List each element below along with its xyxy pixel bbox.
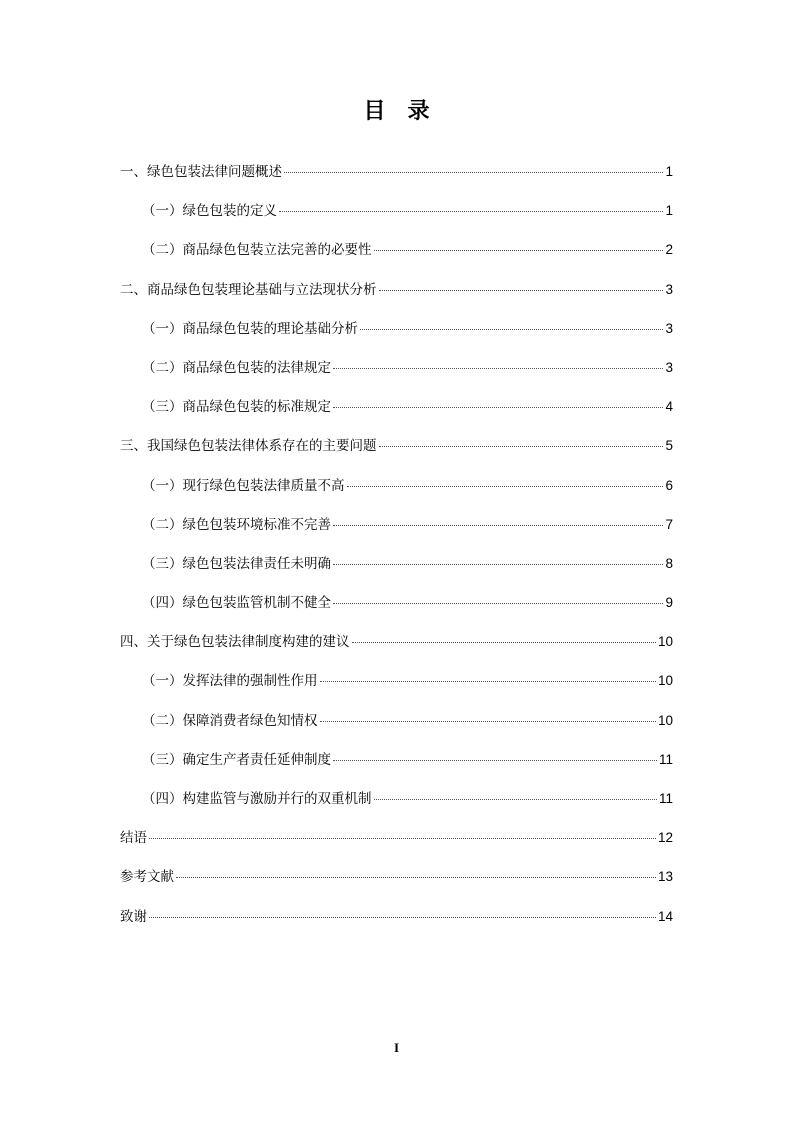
dot-leader [333, 603, 663, 604]
page-number: I [393, 1040, 400, 1055]
toc-entry[interactable] [120, 160, 673, 199]
page-title: 目录 [363, 98, 452, 124]
toc-entry[interactable] [120, 278, 673, 317]
toc-entry-label: 二、商品绿色包装理论基础与立法现状分析 [120, 281, 377, 298]
toc-entry[interactable] [120, 552, 673, 591]
toc-entry[interactable] [120, 748, 673, 787]
toc-entry-label: 一、绿色包装法律问题概述 [120, 164, 282, 180]
toc-entry-page: 10 [657, 673, 673, 689]
dot-leader [320, 721, 656, 722]
toc-entry-page: 11 [658, 791, 673, 806]
toc-entry[interactable] [120, 395, 673, 434]
toc-entry-page: 13 [657, 869, 673, 885]
dot-leader [352, 642, 656, 643]
dot-leader [347, 486, 664, 487]
dot-leader [333, 760, 657, 761]
toc-entry-page: 12 [657, 830, 673, 846]
toc-entry[interactable] [120, 709, 673, 748]
toc-entry[interactable] [120, 826, 673, 865]
toc-entry-label: （三）商品绿色包装的标准规定 [142, 399, 331, 416]
dot-leader [149, 838, 656, 839]
dot-leader [333, 407, 663, 408]
toc-entry-label: 致谢 [120, 908, 147, 925]
dot-leader [320, 681, 656, 682]
toc-entry[interactable] [120, 905, 673, 944]
toc-entry[interactable] [120, 669, 673, 708]
dot-leader [374, 799, 657, 800]
toc-entry[interactable] [120, 238, 673, 277]
toc-entry-label: （二）商品绿色包装的法律规定 [142, 359, 331, 376]
toc-entry-page: 6 [665, 477, 673, 493]
toc-entry-label: （一）绿色包装的定义 [142, 203, 277, 220]
dot-leader [176, 877, 656, 878]
dot-leader [379, 290, 664, 291]
dot-leader [379, 446, 664, 447]
dot-leader [333, 525, 663, 526]
toc-entry-page: 8 [665, 555, 673, 571]
toc-entry-page: 3 [665, 320, 673, 336]
toc-entry-page: 14 [657, 908, 673, 924]
toc-entry-label: （二）商品绿色包装立法完善的必要性 [142, 242, 372, 259]
toc-entry-label: 参考文献 [120, 869, 174, 886]
toc-entry[interactable] [120, 199, 673, 238]
dot-leader [279, 211, 663, 212]
toc-entry-label: （四）构建监管与激励并行的双重机制 [142, 791, 372, 807]
toc-entry[interactable] [120, 630, 673, 669]
toc-entry-page: 5 [665, 438, 673, 454]
dot-leader [284, 172, 663, 173]
toc-entry-label: （一）商品绿色包装的理论基础分析 [142, 320, 358, 337]
toc-entry-page: 9 [665, 595, 673, 611]
toc-entry-page: 1 [665, 164, 673, 179]
toc-entry-page: 10 [657, 712, 673, 728]
toc-entry-page: 10 [657, 634, 673, 650]
toc-entry-page: 2 [665, 242, 673, 258]
toc-entry-label: （一）发挥法律的强制性作用 [142, 673, 318, 690]
dot-leader [374, 250, 664, 251]
toc-entry[interactable] [120, 434, 673, 473]
toc-entry-label: 四、关于绿色包装法律制度构建的建议 [120, 634, 350, 651]
toc-entry-label: 三、我国绿色包装法律体系存在的主要问题 [120, 438, 377, 455]
toc-entry-label: 结语 [120, 830, 147, 847]
toc-entry[interactable] [120, 865, 673, 904]
table-of-contents [120, 160, 673, 944]
dot-leader [333, 368, 663, 369]
toc-entry-page: 1 [665, 203, 673, 219]
toc-entry[interactable] [120, 356, 673, 395]
toc-entry-page: 7 [665, 516, 673, 532]
toc-entry-page: 11 [658, 751, 673, 767]
toc-entry-page: 3 [665, 281, 673, 297]
dot-leader [360, 329, 663, 330]
toc-entry-label: （四）绿色包装监管机制不健全 [142, 595, 331, 612]
toc-entry-label: （一）现行绿色包装法律质量不高 [142, 477, 345, 494]
dot-leader [333, 564, 663, 565]
dot-leader [149, 917, 656, 918]
toc-entry[interactable] [120, 787, 673, 826]
toc-entry[interactable] [120, 474, 673, 513]
toc-entry[interactable] [120, 513, 673, 552]
toc-entry[interactable] [120, 591, 673, 630]
toc-entry-page: 3 [665, 359, 673, 375]
toc-entry-label: （二）保障消费者绿色知情权 [142, 712, 318, 729]
toc-entry-label: （三）确定生产者责任延伸制度 [142, 751, 331, 768]
toc-entry[interactable] [120, 317, 673, 356]
toc-entry-page: 4 [665, 399, 673, 415]
toc-entry-label: （二）绿色包装环境标准不完善 [142, 516, 331, 533]
toc-entry-label: （三）绿色包装法律责任未明确 [142, 555, 331, 572]
